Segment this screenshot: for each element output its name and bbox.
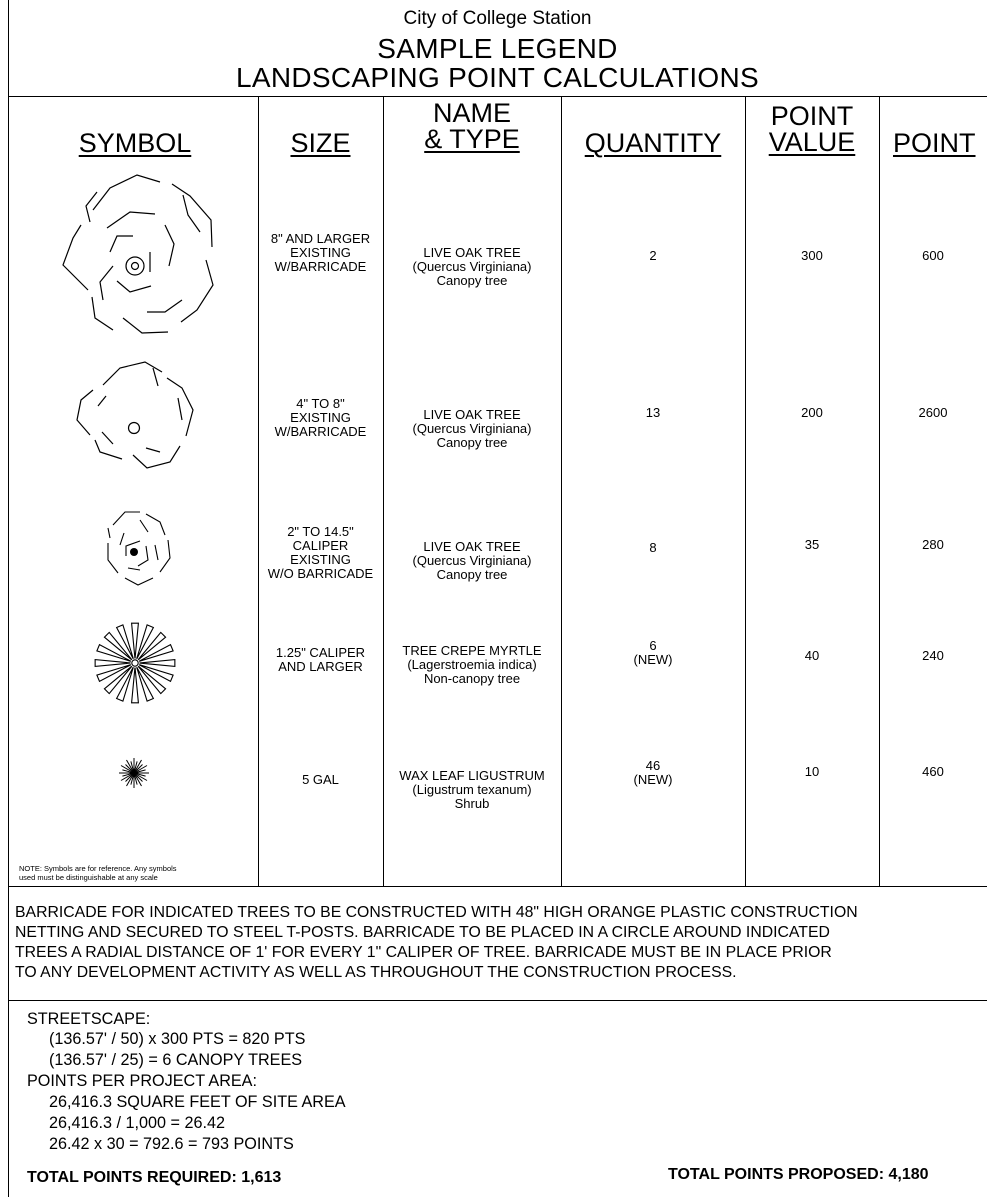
row5-point-value: 10 bbox=[804, 764, 820, 779]
row4-quantity: 6 (NEW) bbox=[633, 638, 673, 667]
barricade-instructions: BARRICADE FOR INDICATED TREES TO BE CONSTRUCTED WITH 48" HIGH ORANGE PLASTIC CONSTRUCTION NETTING AND SECURED TO STEEL T-POSTS. BARRICADE TO BE PLACED IN A CIRCLE AROUND INDICATED TREES A RADIAL DISTANCE OF 1' FOR EVERY 1" CALIPER OF TREE. BARRICADE MUST BE IN PLACE PRIOR TO ANY DEVELOPMENT ACTIVITY AS WELL AS THROUGHOUT THE CONSTRUCTION PROCESS. bbox=[15, 904, 858, 981]
crepe-myrtle-starburst-icon bbox=[90, 618, 180, 708]
row1-quantity: 2 bbox=[649, 248, 657, 263]
area-division: 26,416.3 / 1,000 = 26.42 bbox=[49, 1114, 225, 1132]
row2-points: 2600 bbox=[918, 405, 948, 420]
title-divider bbox=[8, 96, 987, 97]
col-header-symbol: SYMBOL bbox=[78, 128, 192, 158]
streetscape-points: (136.57' / 50) x 300 PTS = 820 PTS bbox=[49, 1030, 306, 1048]
col-header-quantity: QUANTITY bbox=[584, 128, 722, 158]
row3-name-type: LIVE OAK TREE (Quercus Virginiana) Canopy tree bbox=[412, 539, 532, 582]
city-name: City of College Station bbox=[403, 8, 592, 29]
small-existing-tree-icon bbox=[100, 505, 175, 590]
row1-name-type: LIVE OAK TREE (Quercus Virginiana) Canopy tree bbox=[412, 245, 532, 288]
medium-existing-tree-icon bbox=[70, 355, 200, 475]
col-header-size: SIZE bbox=[290, 128, 351, 158]
row5-quantity: 46 (NEW) bbox=[633, 758, 673, 787]
row3-quantity: 8 bbox=[649, 540, 657, 555]
row3-point-value: 35 bbox=[804, 537, 820, 552]
streetscape-trees: (136.57' / 25) = 6 CANOPY TREES bbox=[49, 1051, 303, 1069]
shrub-asterisk-icon bbox=[116, 755, 152, 791]
row5-name-type: WAX LEAF LIGUSTRUM (Ligustrum texanum) Shrub bbox=[399, 768, 545, 811]
row4-point-value: 40 bbox=[804, 648, 820, 663]
legend-title: SAMPLE LEGEND bbox=[377, 33, 618, 64]
notes-divider bbox=[8, 1000, 987, 1001]
area-sqft: 26,416.3 SQUARE FEET OF SITE AREA bbox=[49, 1093, 346, 1111]
calc-title: LANDSCAPING POINT CALCULATIONS bbox=[236, 62, 759, 93]
row2-point-value: 200 bbox=[801, 405, 823, 420]
symbols-note: NOTE: Symbols are for reference. Any symbols used must be distinguishable at any scale bbox=[19, 864, 177, 882]
total-points-proposed: TOTAL POINTS PROPOSED: 4,180 bbox=[668, 1166, 929, 1183]
row1-points: 600 bbox=[922, 248, 944, 263]
row2-size: 4" TO 8" EXISTING W/BARRICADE bbox=[274, 396, 367, 439]
row5-size: 5 GAL bbox=[302, 772, 339, 787]
streetscape-label: STREETSCAPE: bbox=[27, 1010, 151, 1028]
row4-name-type: TREE CREPE MYRTLE (Lagerstroemia indica) Non-canopy tree bbox=[402, 643, 542, 686]
row1-point-value: 300 bbox=[801, 248, 823, 263]
col-header-name-type: NAME & TYPE bbox=[424, 98, 520, 154]
col-divider-1 bbox=[258, 96, 259, 886]
row1-size: 8" AND LARGER EXISTING W/BARRICADE bbox=[270, 231, 371, 274]
row3-points: 280 bbox=[922, 537, 944, 552]
col-header-point-value: POINT VALUE bbox=[768, 101, 856, 157]
row3-size: 2" TO 14.5" CALIPER EXISTING W/O BARRICADE bbox=[267, 524, 374, 581]
col-header-points: POINT bbox=[893, 128, 976, 158]
large-existing-tree-icon bbox=[40, 170, 230, 340]
frame-left-border bbox=[8, 0, 9, 1197]
table-bottom-divider bbox=[8, 886, 987, 887]
row4-size: 1.25" CALIPER AND LARGER bbox=[275, 645, 366, 674]
row2-name-type: LIVE OAK TREE (Quercus Virginiana) Canopy tree bbox=[412, 407, 532, 450]
area-points: 26.42 x 30 = 792.6 = 793 POINTS bbox=[49, 1135, 294, 1153]
row4-points: 240 bbox=[922, 648, 944, 663]
col-divider-2 bbox=[383, 96, 384, 886]
row5-points: 460 bbox=[922, 764, 944, 779]
area-label: POINTS PER PROJECT AREA: bbox=[27, 1072, 257, 1090]
total-points-required: TOTAL POINTS REQUIRED: 1,613 bbox=[27, 1169, 282, 1186]
row2-quantity: 13 bbox=[645, 405, 661, 420]
